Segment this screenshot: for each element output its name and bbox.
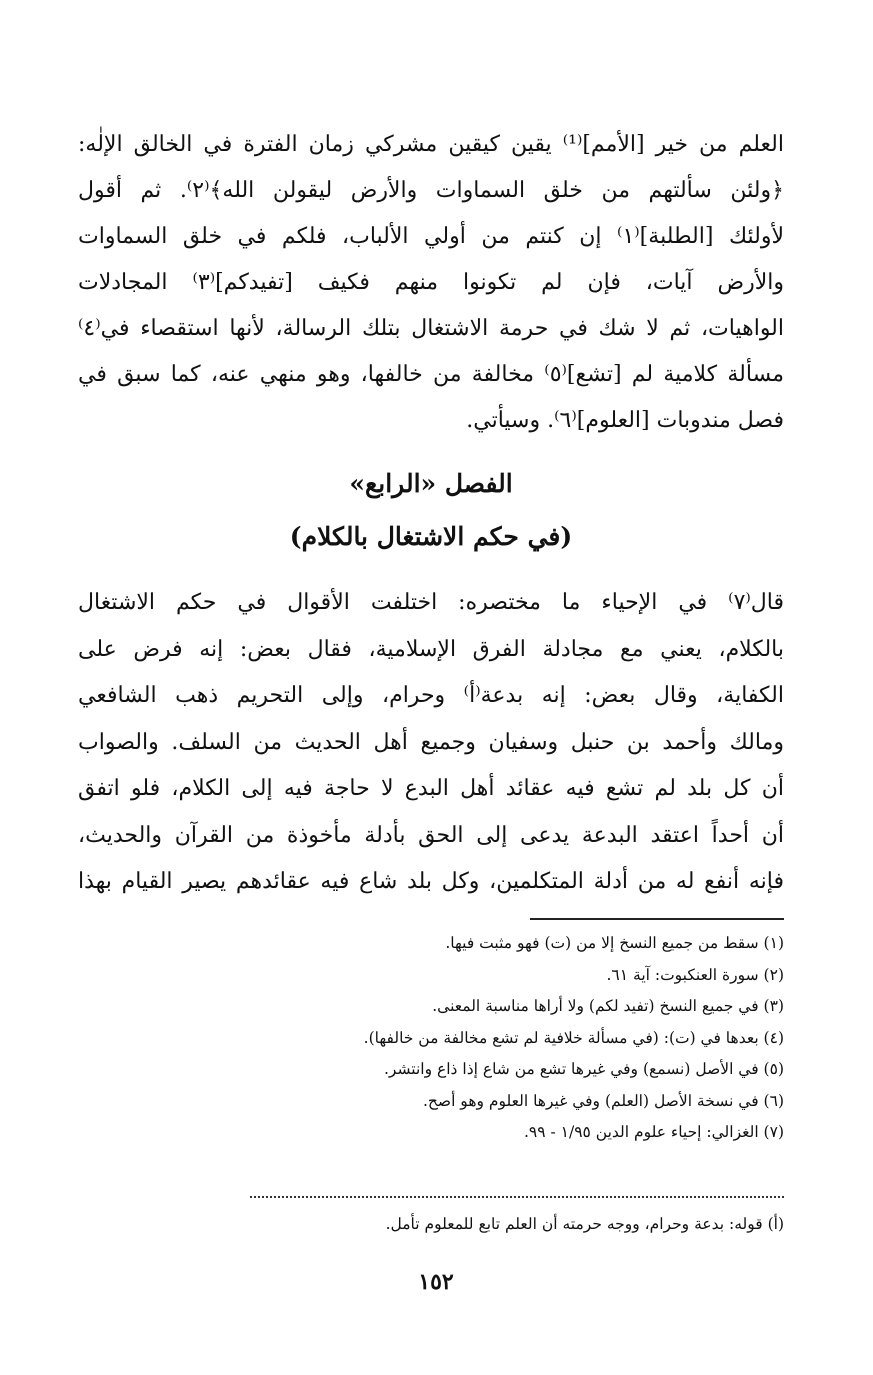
dotted-divider	[250, 1196, 784, 1198]
text-line: فإنه أنفع له من أدلة المتكلمين، وكل بلد شاع فيه عقائدهم يصير القيام بهذا	[78, 869, 784, 894]
page-number: ١٥٢	[418, 1269, 454, 1295]
footnotes	[200, 928, 784, 1149]
text-line: ﴿ولئن سألتهم من خلق السماوات والأرض ليقولن الله﴾⁽٢⁾. ثم أقول	[78, 178, 784, 203]
text-line: قال⁽٧⁾ في الإحياء ما مختصره: اختلفت الأقوال في حكم الاشتغال	[78, 590, 784, 615]
text-line: بالكلام، يعني مع مجادلة الفرق الإسلامية، فقال بعض: إنه فرض على	[78, 636, 784, 662]
footnote: (٣) في جميع النسخ (تفيد لكم) ولا أراها مناسبة المعنى.	[432, 997, 784, 1015]
text-line: ومالك وأحمد بن حنبل وسفيان وجميع أهل الحديث من السلف. والصواب	[78, 729, 784, 755]
footnote: (١) سقط من جميع النسخ إلا من (ت) فهو مثبت فيها.	[445, 934, 784, 952]
text-line: الكفاية، وقال بعض: إنه بدعة⁽أ⁾ وحرام، وإلى التحريم ذهب الشافعي	[78, 683, 784, 708]
footnote: (٤) بعدها في (ت): (في مسألة خلافية لم تشع مخالفة من خالفها).	[363, 1028, 784, 1047]
footnote: (٧) الغزالي: إحياء علوم الدين ١/٩٥ - ٩٩.	[523, 1123, 784, 1141]
footnote-divider	[530, 918, 784, 920]
text-line: لأولئك [الطلبة]⁽١⁾ إن كنتم من أولي الألباب، فلكم في خلق السماوات	[78, 224, 784, 249]
paragraph-2	[78, 580, 784, 906]
footnote: (٦) في نسخة الأصل (العلم) وفي غيرها العلوم وهو أصح.	[422, 1091, 784, 1110]
text-line: الواهيات، ثم لا شك في حرمة الاشتغال بتلك الرسالة، لأنها استقصاء في⁽٤⁾	[78, 316, 784, 341]
text-line: أن كل بلد لم تشع فيه عقائد أهل البدع لا حاجة فيه إلى الكلام، فلو اتفق	[78, 776, 784, 801]
paragraph-1	[78, 122, 784, 444]
text-line: أن أحداً اعتقد البدعة يدعى إلى الحق بأدلة مأخوذة من القرآن والحديث،	[78, 822, 784, 848]
margin-note: (أ) قوله: بدعة وحرام، ووجه حرمته أن العلم تابع للمعلوم تأمل.	[385, 1215, 784, 1233]
chapter-title: الفصل «الرابع»	[349, 469, 513, 498]
text-line: مسألة كلامية لم [تشع]⁽٥⁾ مخالفة من خالفها، وهو منهي عنه، كما سبق في	[78, 362, 784, 387]
footnote: (٥) في الأصل (نسمع) وفي غيرها تشع من شاع إذا ذاع وانتشر.	[383, 1060, 784, 1078]
footnote: (٢) سورة العنكبوت: آية ٦١.	[606, 965, 784, 984]
text-line: فصل مندوبات [العلوم]⁽٦⁾. وسيأتي.	[466, 408, 784, 433]
chapter-subtitle: (في حكم الاشتغال بالكلام)	[289, 522, 573, 551]
text-line: العلم من خير [الأمم]⁽¹⁾ يقين كيقين مشركي زمان الفترة في الخالق الإلٰه:	[78, 132, 784, 157]
text-line: والأرض آيات، فإن لم تكونوا منهم فكيف [تفيدكم]⁽٣⁾ المجادلات	[78, 270, 784, 295]
